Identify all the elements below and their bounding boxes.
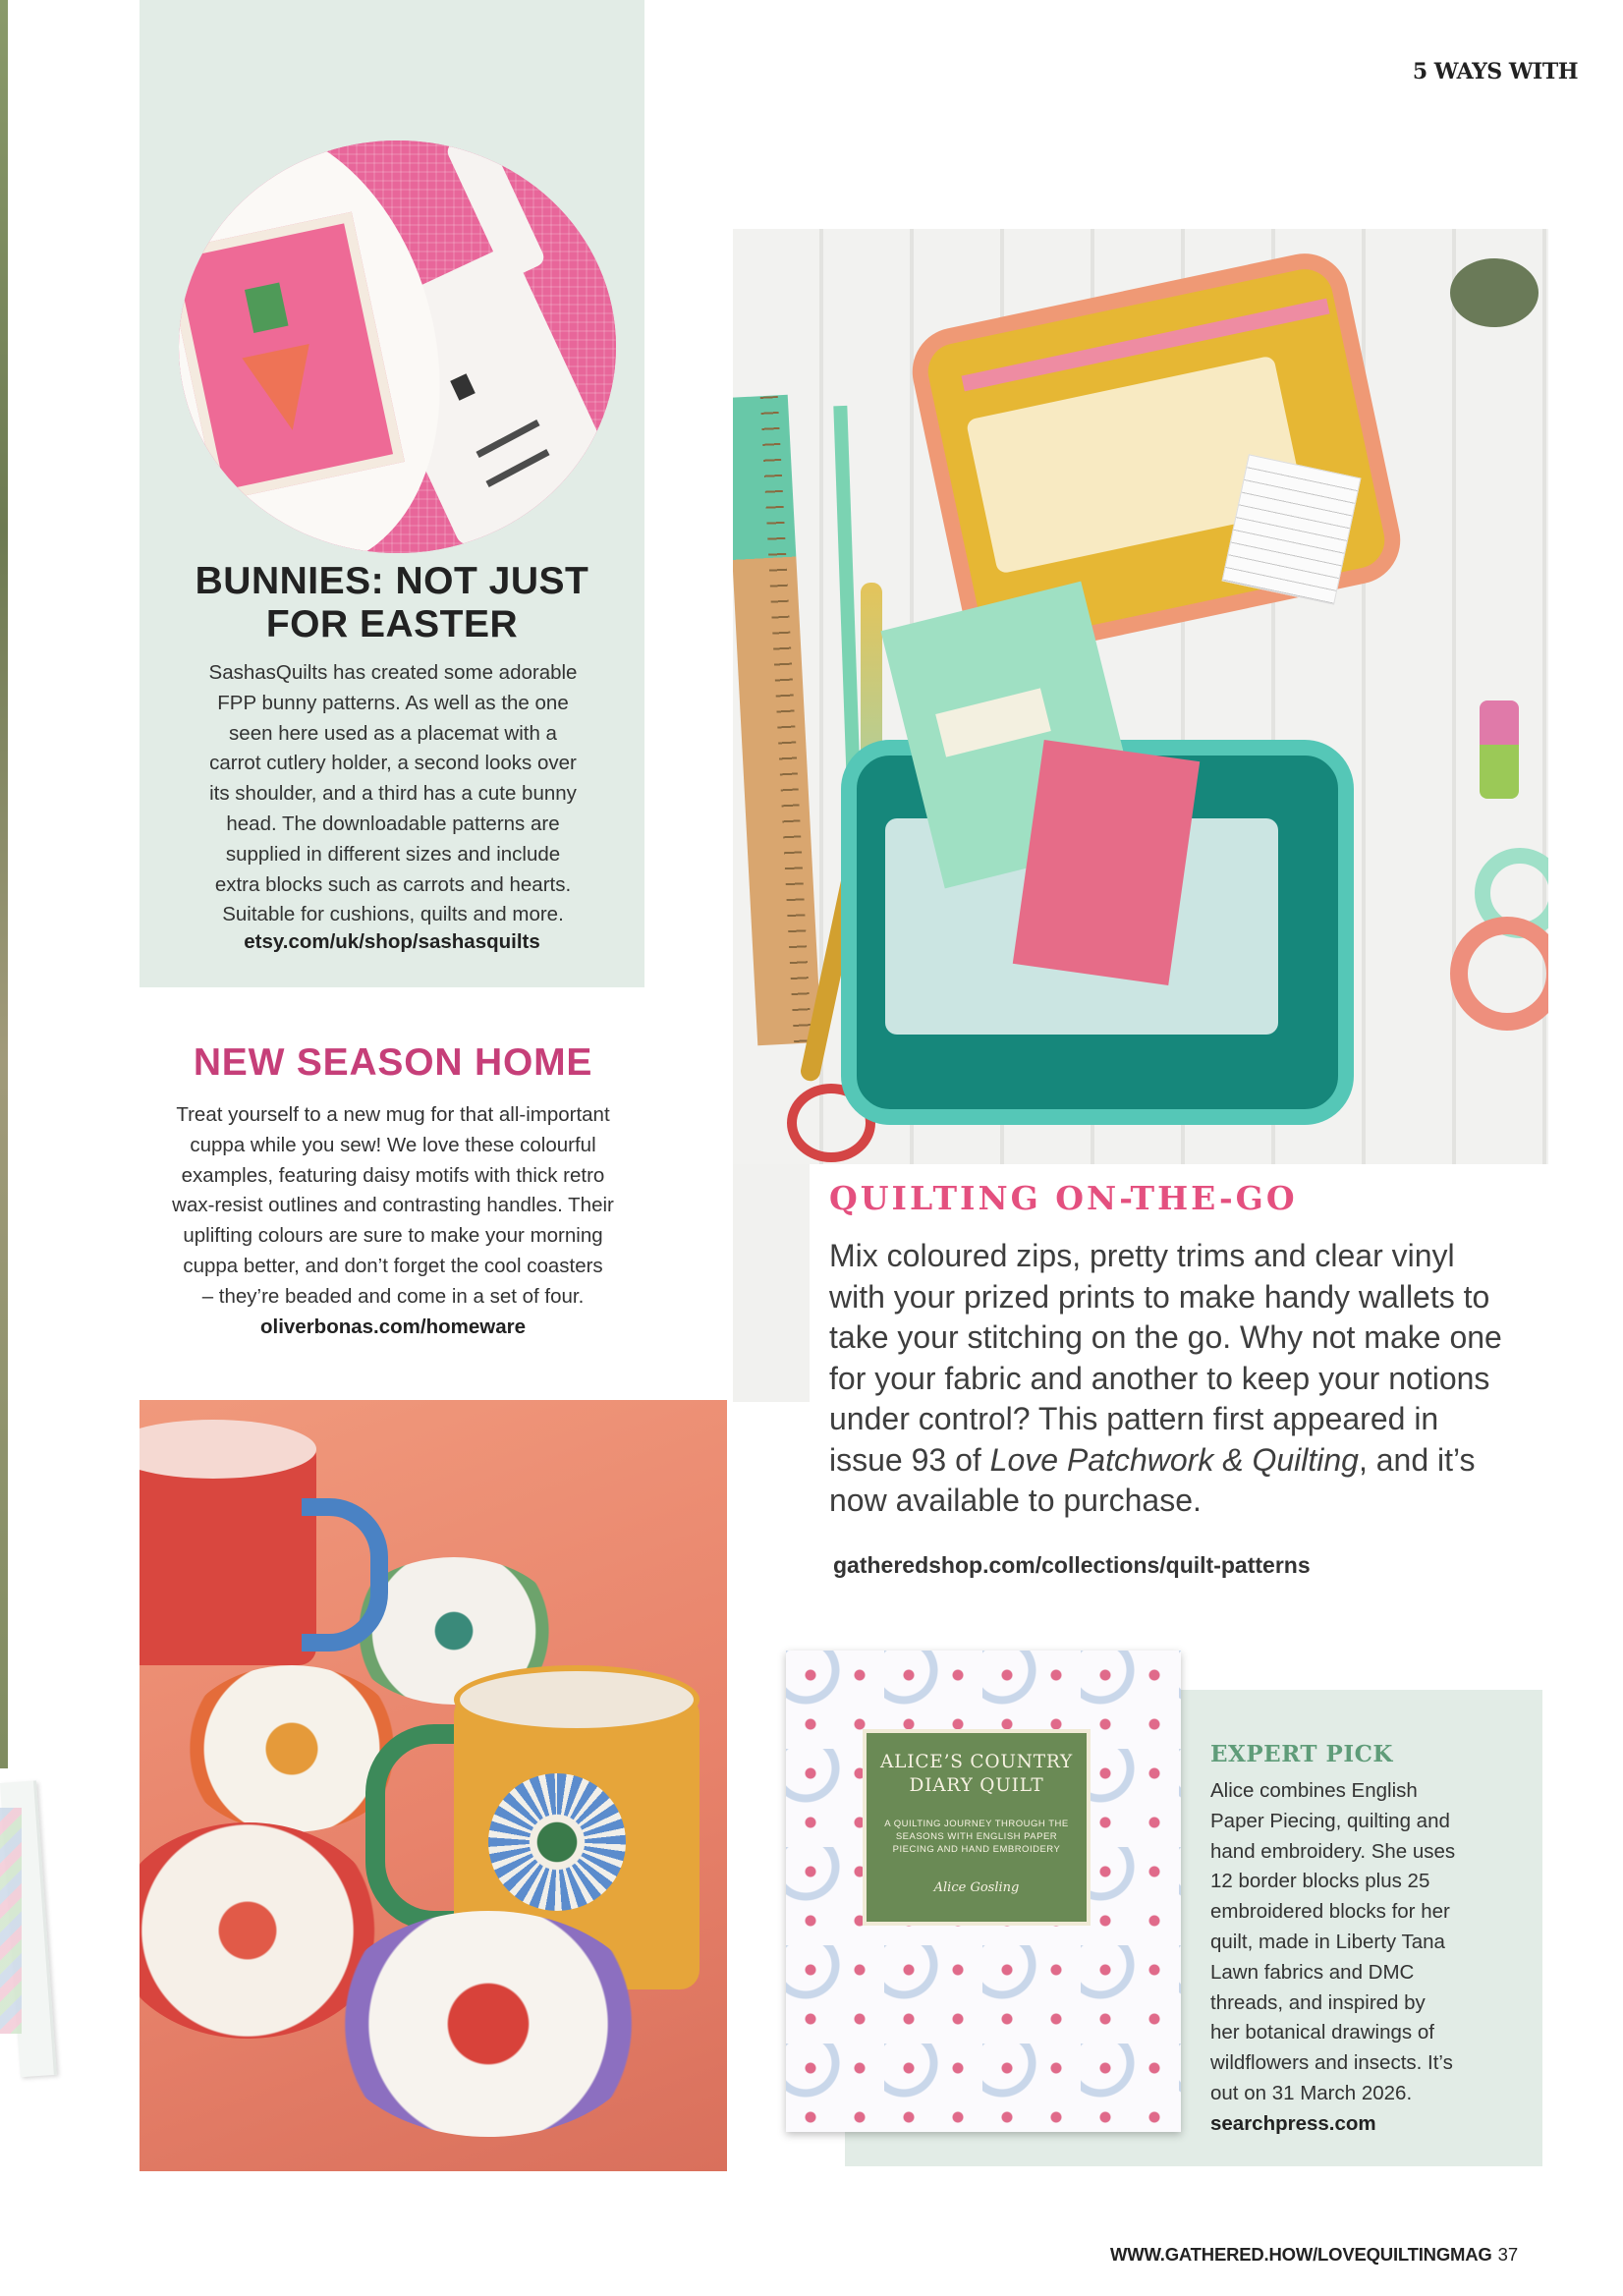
daisy-motif (488, 1773, 626, 1911)
body-line: extra blocks such as carrots and hearts. (214, 872, 572, 896)
daisy-coaster (326, 1911, 650, 2137)
mugs-and-coasters-photo (140, 1400, 727, 2171)
body-line: carrot cutlery holder, a second looks over (209, 752, 577, 775)
blue-handle (302, 1498, 388, 1652)
body-line: threads, and inspired by (1210, 1990, 1426, 2014)
body-line: under control? This pattern first appeared in (829, 1401, 1439, 1436)
body-line: FPP bunny patterns. As well as the one (217, 691, 569, 714)
previous-page-card-art (0, 1808, 22, 2034)
body-line: wildflowers and insects. It’s (1210, 2051, 1453, 2075)
home-shop-link[interactable]: oliverbonas.com/homeware (259, 1316, 526, 1338)
on-the-go-body (829, 1236, 1537, 1522)
book-title-line: DIARY QUILT (909, 1775, 1044, 1796)
page-footer (1110, 2244, 1518, 2266)
body-line: take your stitching on the go. Why not make one (829, 1319, 1502, 1355)
body-line: – they’re beaded and come in a set of four. (201, 1284, 585, 1308)
photo-backdrop-strip (733, 1164, 810, 1402)
bunny-title-line: FOR EASTER (265, 603, 519, 645)
body-line: Suitable for cushions, quilts and more. (222, 903, 564, 926)
body-line: with your prized prints to make handy wallets to (829, 1278, 1490, 1315)
body-line: examples, featuring daisy motifs with thick retro (181, 1163, 605, 1187)
issue-prefix: issue 93 of (829, 1441, 990, 1478)
plant (1450, 258, 1539, 327)
body-line: cuppa better, and don’t forget the cool coasters (183, 1254, 603, 1277)
body-line: uplifting colours are sure to make your morning (183, 1224, 603, 1248)
yellow-mug-rim (454, 1665, 700, 1734)
body-line (829, 1440, 1537, 1482)
body-line: Mix coloured zips, pretty trims and clear vinyl (829, 1238, 1455, 1273)
expert-pick-heading: EXPERT PICK (1210, 1741, 1393, 1767)
on-the-go-title: QUILTING ON-THE-GO (829, 1179, 1298, 1217)
page-number: 37 (1497, 2244, 1519, 2265)
bunny-title-line: BUNNIES: NOT JUST (195, 560, 589, 602)
body-line: hand embroidery. She uses (1210, 1839, 1456, 1863)
book-subtitle: A QUILTING JOURNEY THROUGH THE SEASONS WITH ENGLISH PAPER PIECING AND HAND EMBROIDERY (884, 1819, 1069, 1855)
body-line: Alice combines English (1210, 1779, 1418, 1802)
home-section-body (133, 1100, 653, 1313)
pattern-shop-link[interactable]: gatheredshop.com/collections/quilt-patterns (833, 1552, 1311, 1578)
bunny-section-title (140, 560, 644, 646)
body-line: quilt, made in Liberty Tana (1210, 1930, 1445, 1953)
book-author: Alice Gosling (933, 1880, 1020, 1895)
carrot-leaves (245, 282, 289, 333)
issue-suffix: , and it’s (1358, 1441, 1476, 1478)
body-line: for your fabric and another to keep your notions (829, 1360, 1490, 1396)
body-line: seen here used as a placemat with a (229, 721, 557, 745)
bunny-quilt-photo (179, 140, 616, 553)
body-line: its shoulder, and a third has a cute bunny (209, 782, 577, 806)
bunny-section-body (172, 658, 614, 930)
carrot-icon (237, 317, 326, 437)
magazine-url[interactable]: WWW.GATHERED.HOW/LOVEQUILTINGMAG (1110, 2244, 1492, 2265)
previous-page-edge (0, 0, 8, 1768)
body-line: her botanical drawings of (1210, 2021, 1434, 2044)
bunny-shop-link[interactable]: etsy.com/uk/shop/sashasquilts (244, 930, 540, 953)
body-line: embroidered blocks for her (1210, 1900, 1450, 1924)
body-line: SashasQuilts has created some adorable (208, 661, 578, 684)
body-line: supplied in different sizes and include (225, 842, 561, 866)
body-line: cuppa while you sew! We love these colourful (190, 1133, 596, 1156)
book-title-panel (863, 1729, 1091, 1926)
body-line: 12 border blocks plus 25 (1210, 1870, 1430, 1893)
pink-notebook (1013, 740, 1200, 985)
body-line: now available to purchase. (829, 1483, 1202, 1518)
body-line: wax-resist outlines and contrasting handles. Their (172, 1194, 614, 1217)
expert-pick-body (1210, 1776, 1525, 2109)
body-line: head. The downloadable patterns are (226, 812, 560, 835)
home-section-title: NEW SEASON HOME (193, 1041, 593, 1084)
body-line: Paper Piecing, quilting and (1210, 1809, 1450, 1832)
section-label: 5 WAYS WITH (1412, 59, 1578, 84)
body-line: out on 31 March 2026. (1210, 2081, 1413, 2104)
book-title (867, 1751, 1087, 1798)
body-line: Lawn fabrics and DMC (1210, 1960, 1415, 1984)
washi-tape (1450, 917, 1548, 1031)
publisher-link[interactable]: searchpress.com (1210, 2112, 1376, 2135)
magazine-title: Love Patchwork & Quilting (989, 1441, 1359, 1478)
binder-clips (1480, 700, 1519, 799)
book-title-line: ALICE’S COUNTRY (879, 1752, 1074, 1772)
zip-wallets-photo (733, 229, 1548, 1164)
body-line: Treat yourself to a new mug for that all-important (176, 1103, 610, 1126)
